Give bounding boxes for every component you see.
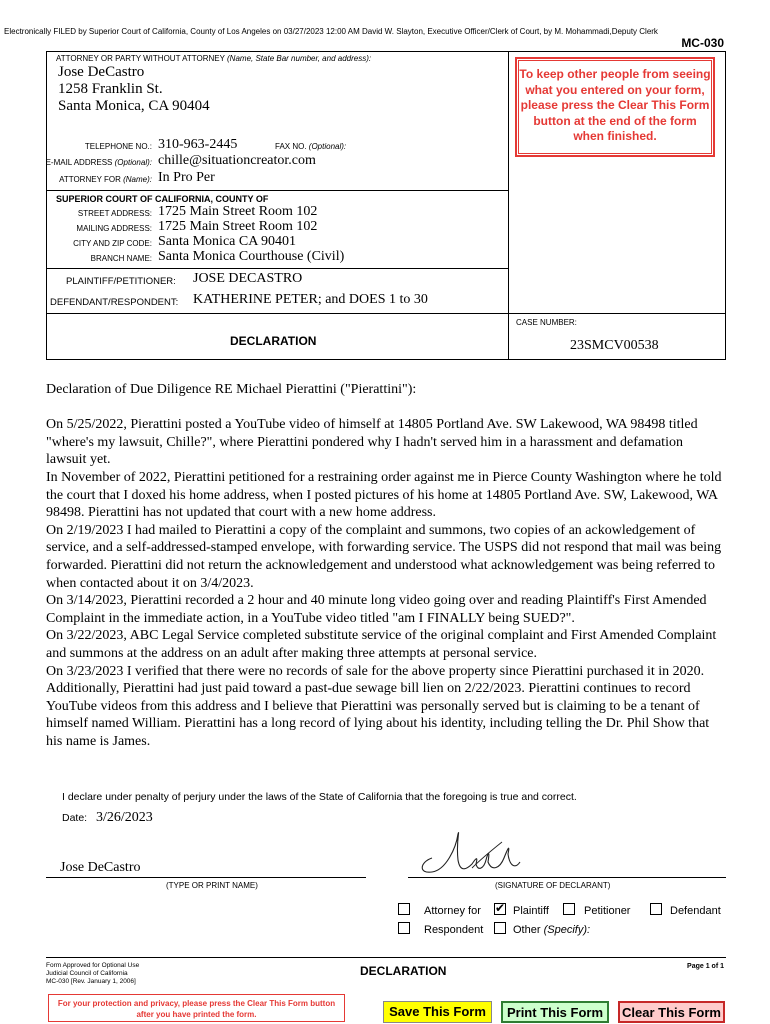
telephone-label: TELEPHONE NO.: bbox=[84, 142, 152, 151]
branch-name-field[interactable]: Santa Monica Courthouse (Civil) bbox=[158, 249, 345, 264]
body-paragraph: On 3/23/2023 I verified that there were no records of sale for the above property since Pierattini purchased it in 2020. Additionally, Pierattini had just paid toward a past-due sewage bill lien on 2/22/2023. Pierattini continues to record YouTube videos from this address and I believe that Pierattini was personally served but is claiming to be a tenant of himself named William. Pierattini has a long record of lying about his identity, including telling the Dr. Phil Show that his name is James. bbox=[46, 663, 710, 749]
other-checkbox[interactable] bbox=[494, 922, 506, 934]
signature-image bbox=[412, 828, 522, 882]
attorney-for-option-label: Attorney for bbox=[424, 905, 481, 917]
footer-title: DECLARATION bbox=[360, 964, 447, 978]
protection-notice: For your protection and privacy, please press the Clear This Form button after you have printed the form. bbox=[48, 994, 345, 1022]
signature-label: (SIGNATURE OF DECLARANT) bbox=[495, 881, 611, 890]
fax-label: FAX NO. (Optional): bbox=[275, 142, 347, 151]
signer-name-field[interactable]: Jose DeCastro bbox=[60, 860, 141, 875]
respondent-option-label: Respondent bbox=[424, 924, 484, 936]
respondent-checkbox[interactable] bbox=[398, 922, 410, 934]
save-form-button[interactable]: Save This Form bbox=[383, 1001, 492, 1023]
attorney-for-label: ATTORNEY FOR (Name): bbox=[59, 175, 152, 184]
date-field[interactable]: 3/26/2023 bbox=[96, 810, 153, 825]
petitioner-option-label: Petitioner bbox=[584, 905, 631, 917]
case-number-field[interactable]: 23SMCV00538 bbox=[570, 338, 659, 353]
case-number-label: CASE NUMBER: bbox=[516, 318, 577, 327]
plaintiff-field[interactable]: JOSE DECASTRO bbox=[193, 271, 303, 286]
declaration-title: DECLARATION bbox=[230, 334, 317, 348]
attorney-for-checkbox[interactable] bbox=[398, 903, 410, 915]
plaintiff-option-label: Plaintiff bbox=[513, 905, 549, 917]
form-number: MC-030 bbox=[681, 36, 724, 50]
plaintiff-label: PLAINTIFF/PETITIONER: bbox=[66, 276, 176, 287]
body-paragraph: On 3/22/2023, ABC Legal Service completed substitute service of the original complaint and First Amended Complaint and summons at the address on an adult after making three attempts at personal service. bbox=[46, 628, 717, 661]
mailing-address-label: MAILING ADDRESS: bbox=[76, 224, 152, 233]
privacy-notice-box bbox=[515, 57, 715, 157]
date-label: Date: bbox=[62, 812, 88, 824]
telephone-field[interactable]: 310-963-2445 bbox=[158, 137, 238, 152]
declaration-body[interactable] bbox=[46, 381, 726, 750]
plaintiff-checkbox[interactable] bbox=[494, 903, 506, 915]
page-number: Page 1 of 1 bbox=[687, 963, 724, 970]
body-paragraph: On 3/14/2023, Pierattini recorded a 2 hour and 40 minute long video going over and reading Plaintiff's First Amended Complaint in the immediate action, in a YouTube video titled "am I FINALLY being SUED?". bbox=[46, 593, 707, 626]
street-address-field[interactable]: 1725 Main Street Room 102 bbox=[158, 204, 318, 219]
defendant-checkbox[interactable] bbox=[650, 903, 662, 915]
petitioner-checkbox[interactable] bbox=[563, 903, 575, 915]
attorney-address-line1[interactable]: 1258 Franklin St. bbox=[58, 81, 163, 97]
email-field[interactable]: chille@situationcreator.com bbox=[158, 153, 316, 168]
body-paragraph: On 5/25/2022, Pierattini posted a YouTube video of himself at 14805 Portland Ave. SW Lakewood, WA 98498 titled "where's my lawsuit, Chille?", where Pierattini pondered why I hadn't served him in a harassment and defamation lawsuit yet. bbox=[46, 417, 698, 468]
email-label: E-MAIL ADDRESS (Optional): bbox=[45, 158, 152, 167]
print-form-button[interactable]: Print This Form bbox=[501, 1001, 609, 1023]
court-heading: SUPERIOR COURT OF CALIFORNIA, COUNTY OF bbox=[56, 194, 269, 204]
defendant-field[interactable]: KATHERINE PETER; and DOES 1 to 30 bbox=[193, 292, 428, 307]
perjury-statement: I declare under penalty of perjury under the laws of the State of California that the foregoing is true and correct. bbox=[62, 791, 577, 803]
form-approval-note: Form Approved for Optional Use Judicial Council of California MC-030 [Rev. January 1, 2006] bbox=[46, 962, 140, 985]
city-zip-field[interactable]: Santa Monica CA 90401 bbox=[158, 234, 297, 249]
body-paragraph: In November of 2022, Pierattini petitioned for a restraining order against me in Pierce County Washington where he told the court that I doxed his home address, when I posted pictures of his home at 14805 Portland Ave. SW, Lakewood, WA 98498. Pierattini has not updated that court with a new home address. bbox=[46, 469, 722, 521]
clear-form-button[interactable]: Clear This Form bbox=[618, 1001, 725, 1023]
attorney-heading: ATTORNEY OR PARTY WITHOUT ATTORNEY (Name, State Bar number, and address): bbox=[56, 54, 372, 63]
city-zip-label: CITY AND ZIP CODE: bbox=[73, 239, 152, 248]
attorney-for-field[interactable]: In Pro Per bbox=[158, 170, 215, 185]
defendant-label: DEFENDANT/RESPONDENT: bbox=[50, 297, 179, 308]
privacy-notice-text: To keep other people from seeing what you entered on your form, please press the Clear This Form button at the end of the form when finished. bbox=[518, 60, 712, 154]
filing-header: Electronically FILED by Superior Court of California, County of Los Angeles on 03/27/2023 12:00 AM David W. Slayton, Executive Officer/Clerk of Court, by M. Mohammadi,Deputy Clerk bbox=[4, 27, 658, 36]
type-print-label: (TYPE OR PRINT NAME) bbox=[166, 881, 258, 890]
attorney-address-line2[interactable]: Santa Monica, CA 90404 bbox=[58, 98, 210, 114]
attorney-name[interactable]: Jose DeCastro bbox=[58, 64, 145, 80]
body-paragraph: On 2/19/2023 I had mailed to Pierattini a copy of the complaint and summons, two copies of an ackowledgement of service, and a self-addressed-stamped envelope, with forwarding service. The USPS did not respond that mail was being forwarded. Pierattini did not return the acknowledgement and understood what acknowledgement was being referred to when contacted about it on 3/4/2023. bbox=[46, 522, 722, 591]
other-option-label: Other (Specify): bbox=[513, 924, 591, 936]
mailing-address-field[interactable]: 1725 Main Street Room 102 bbox=[158, 219, 318, 234]
branch-name-label: BRANCH NAME: bbox=[90, 254, 152, 263]
checkmark-icon: ✔ bbox=[495, 901, 506, 915]
body-title-line: Declaration of Due Diligence RE Michael Pierattini ("Pierattini"): bbox=[46, 382, 417, 397]
street-address-label: STREET ADDRESS: bbox=[77, 209, 152, 218]
defendant-option-label: Defendant bbox=[670, 905, 721, 917]
